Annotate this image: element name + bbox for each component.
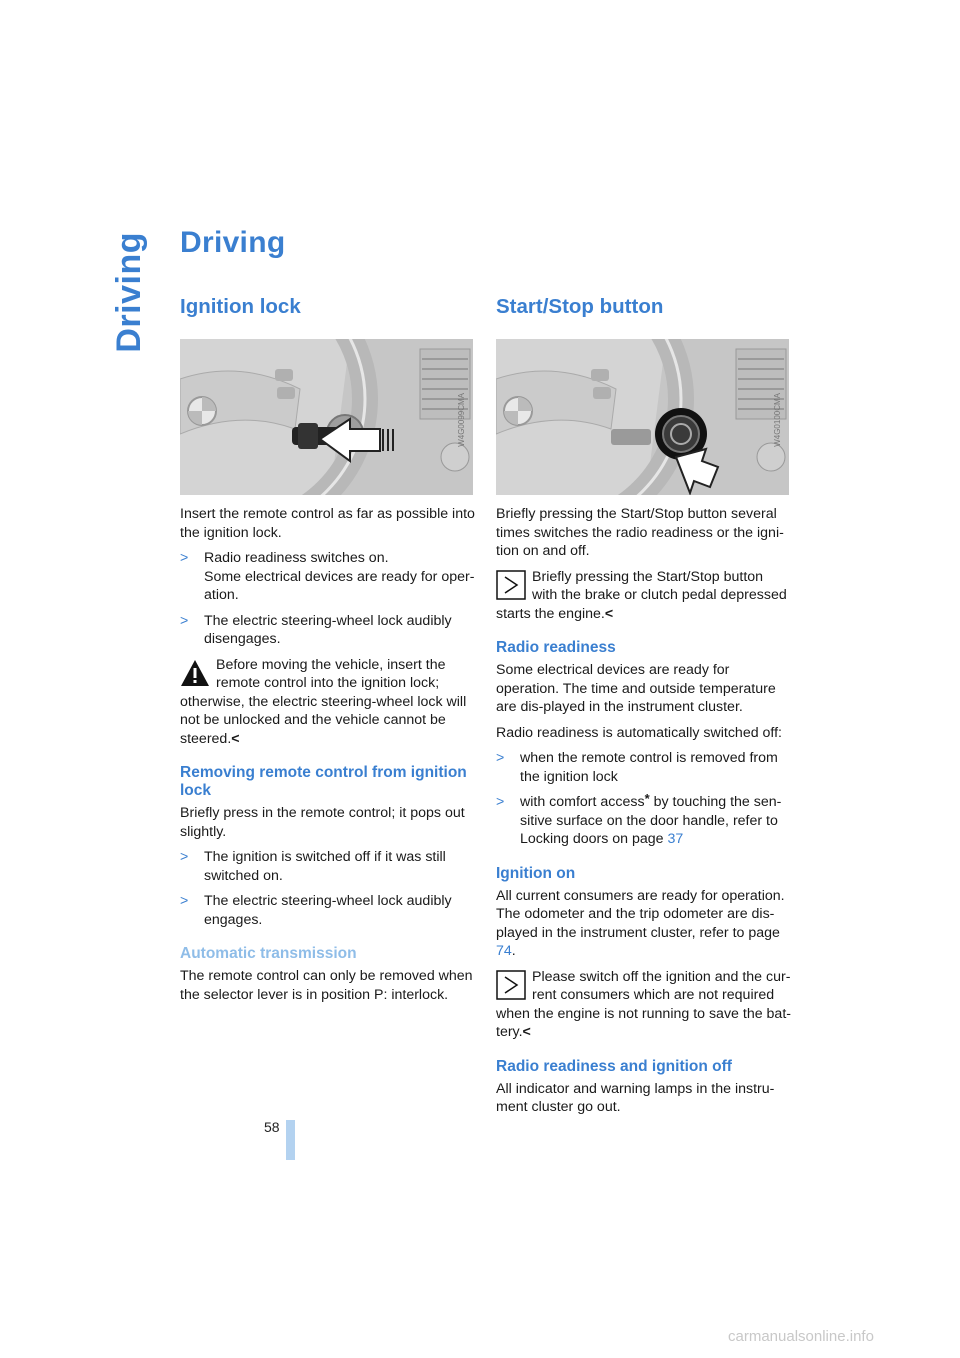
list-item bbox=[180, 848, 476, 885]
left-column bbox=[180, 294, 476, 1011]
bullet-marker: > bbox=[180, 550, 189, 566]
note-text: Briefly pressing the Start/Stop button with the brake or clutch pedal depressed starts the engine. bbox=[496, 568, 787, 622]
end-mark: < bbox=[604, 605, 614, 622]
side-chapter-label: Driving bbox=[110, 232, 148, 353]
list-item bbox=[496, 749, 792, 786]
ignition-lock-heading: Ignition lock bbox=[180, 295, 301, 318]
watermark: carmanualsonline.info bbox=[728, 1328, 874, 1345]
bullet-marker: > bbox=[496, 794, 505, 810]
list-item bbox=[180, 549, 476, 605]
radio-readiness-text: Some electrical devices are ready for operation. The time and outside temperature are dis-played in the instrument cluster. bbox=[496, 662, 776, 715]
bullet-text: The ignition is switched off if it was still switched on. bbox=[204, 849, 446, 884]
bullet-text-continued: by touching the sen-sitive surface on the door handle, refer to Locking doors on page bbox=[520, 794, 782, 847]
radio-readiness-bullets bbox=[496, 749, 792, 849]
start-stop-button-image bbox=[496, 339, 789, 495]
ignition-on-text-body: All current consumers are ready for operation. The odometer and the trip odometer are dis-played in the instrument cluster, refer to page bbox=[496, 887, 785, 941]
start-stop-intro: Briefly pressing the Start/Stop button several times switches the radio readiness or the igni-tion on and off. bbox=[496, 506, 784, 559]
removing-remote-heading: Removing remote control from ignition lock bbox=[180, 764, 467, 799]
radio-readiness-heading: Radio readiness bbox=[496, 639, 616, 656]
bullet-text: when the remote control is removed from the ignition lock bbox=[520, 750, 778, 785]
end-mark: < bbox=[231, 730, 240, 747]
figure-code: W4G0099CMA bbox=[456, 393, 466, 447]
info-note bbox=[496, 568, 792, 624]
ignition-intro: Insert the remote control as far as possible into the ignition lock. bbox=[180, 506, 475, 541]
bullet-text: with comfort access bbox=[520, 794, 645, 810]
list-item bbox=[496, 793, 792, 849]
automatic-transmission-text: The remote control can only be removed when the selector lever is in position P: interlock. bbox=[180, 968, 473, 1003]
end-mark: < bbox=[522, 1024, 531, 1040]
right-column bbox=[496, 294, 792, 1124]
ignition-on-text bbox=[496, 887, 792, 961]
ignition-on-text-end: . bbox=[511, 943, 516, 959]
bullet-text-continued: Some electrical devices are ready for oper-ation. bbox=[204, 568, 475, 603]
note-text: Please switch off the ignition and the cur-rent consumers which are not required when the engine is not running to save the bat-tery. bbox=[496, 968, 791, 1040]
list-item bbox=[180, 892, 476, 929]
removing-remote-bullets bbox=[180, 848, 476, 929]
start-stop-heading: Start/Stop button bbox=[496, 295, 664, 318]
ignition-lock-illustration bbox=[180, 339, 473, 495]
ignition-on-heading: Ignition on bbox=[496, 864, 576, 882]
start-stop-illustration bbox=[496, 339, 789, 495]
bullet-marker: > bbox=[180, 849, 189, 865]
warning-triangle-icon bbox=[180, 658, 210, 688]
bullet-text: The electric steering-wheel lock audibly disengages. bbox=[204, 612, 452, 647]
page-link-74[interactable]: 74 bbox=[496, 943, 512, 959]
warning-note bbox=[180, 656, 476, 749]
list-item bbox=[180, 612, 476, 649]
chapter-title: Driving bbox=[180, 226, 286, 259]
bullet-text: Radio readiness switches on. bbox=[204, 550, 389, 566]
removing-remote-text: Briefly press in the remote control; it pops out slightly. bbox=[180, 805, 465, 840]
page-number: 58 bbox=[264, 1119, 280, 1135]
bullet-marker: > bbox=[180, 612, 189, 629]
optional-equipment-star: * bbox=[644, 791, 650, 806]
bullet-marker: > bbox=[180, 893, 189, 909]
page-link-37[interactable]: 37 bbox=[667, 831, 684, 847]
automatic-transmission-heading: Automatic transmission bbox=[180, 945, 357, 962]
steering-wheel-ignition-image bbox=[180, 339, 473, 495]
page-marker-bar bbox=[286, 1120, 295, 1160]
radio-ignition-off-text: All indicator and warning lamps in the instru-ment cluster go out. bbox=[496, 1080, 775, 1115]
ignition-bullets bbox=[180, 549, 476, 649]
warning-text: Before moving the vehicle, insert the remote control into the ignition lock; otherwise, the electric steering-wheel lock will not be unlocked and the vehicle cannot be steered. bbox=[180, 656, 467, 747]
radio-ignition-off-heading: Radio readiness and ignition off bbox=[496, 1057, 732, 1075]
note-arrow-icon bbox=[496, 570, 526, 600]
note-arrow-icon bbox=[496, 970, 526, 1000]
info-note bbox=[496, 968, 792, 1042]
bullet-marker: > bbox=[496, 750, 505, 766]
bullet-text: The electric steering-wheel lock audibly engages. bbox=[204, 893, 452, 928]
figure-code: W4G0100CMA bbox=[772, 393, 782, 447]
radio-readiness-off-text: Radio readiness is automatically switched off: bbox=[496, 724, 782, 741]
